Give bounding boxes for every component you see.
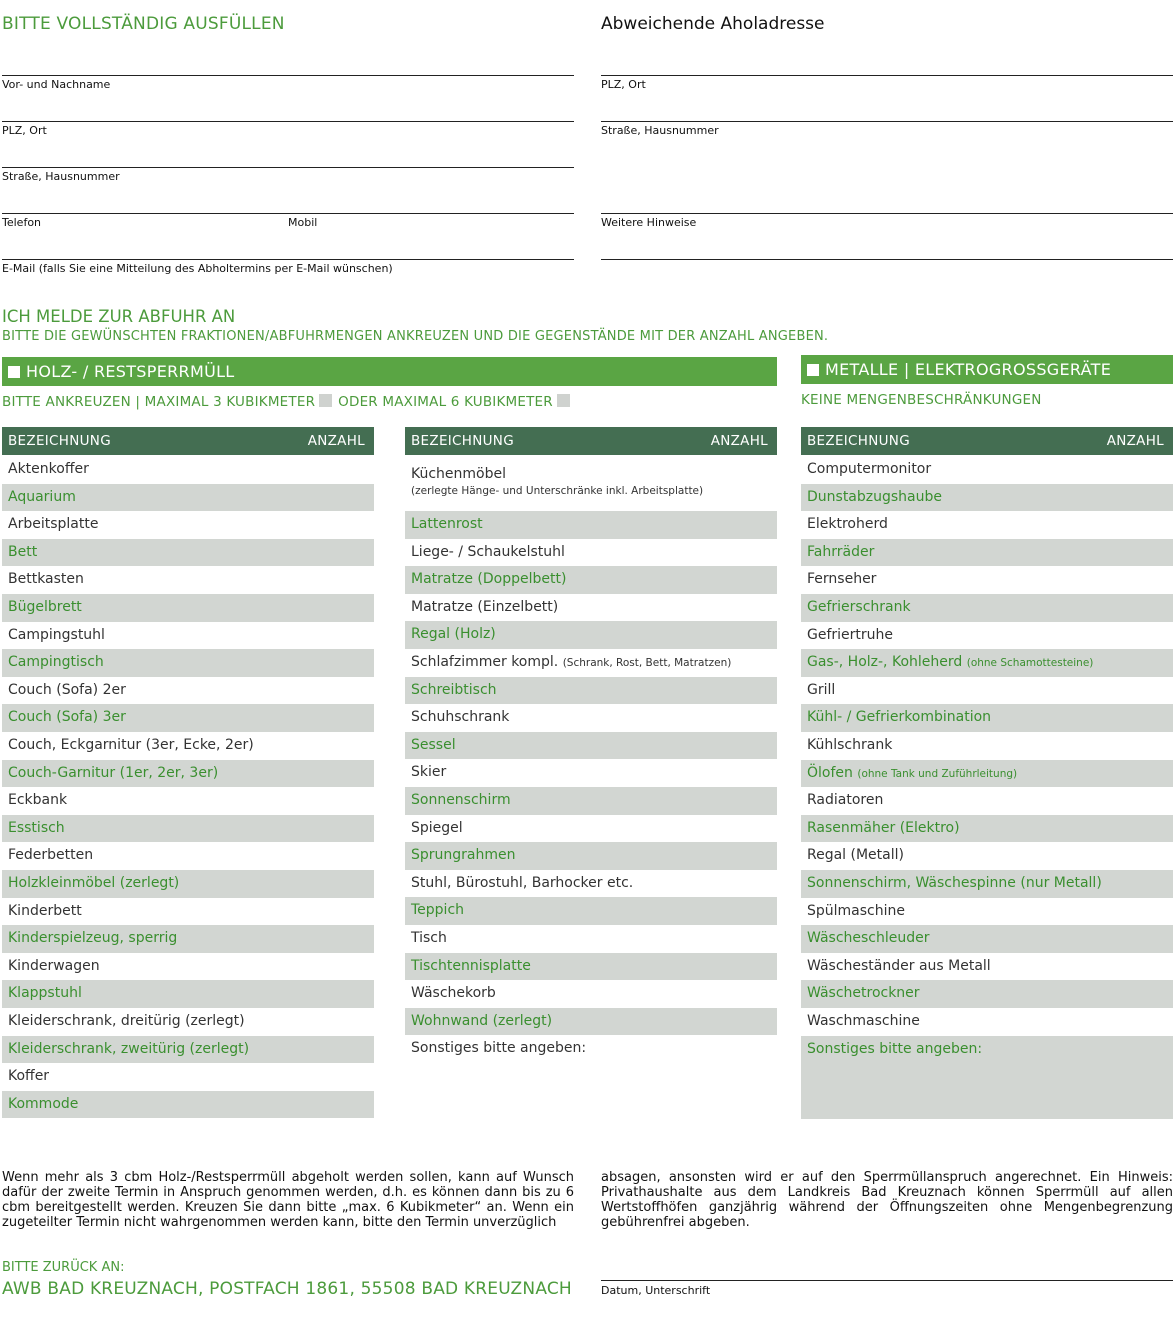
item-label: Spülmaschine bbox=[807, 902, 905, 919]
item-label: Tischtennisplatte bbox=[411, 957, 531, 974]
list-item[interactable] bbox=[801, 1008, 1173, 1036]
item-label: Gas-, Holz-, Kohleherd bbox=[807, 654, 963, 671]
notes-input[interactable] bbox=[601, 213, 1173, 214]
list-item[interactable] bbox=[405, 511, 777, 539]
item-label: Tisch bbox=[411, 930, 447, 946]
item-label: Grill bbox=[807, 681, 836, 698]
item-label: Sonstiges bitte angeben: bbox=[807, 1040, 983, 1057]
item-label: Rasenmäher (Elektro) bbox=[807, 819, 960, 836]
item-label: Couch-Garnitur (1er, 2er, 3er) bbox=[8, 764, 219, 781]
item-label: Eckbank bbox=[8, 792, 68, 809]
col2-header bbox=[405, 427, 777, 455]
list-item[interactable] bbox=[2, 511, 374, 539]
list-item[interactable] bbox=[801, 898, 1173, 926]
item-label: Waschmaschine bbox=[807, 1013, 920, 1029]
phone-label: Telefon bbox=[2, 216, 42, 229]
holz-note-3cbm: BITTE ANKREUZEN | MAXIMAL 3 KUBIKMETER bbox=[2, 394, 316, 410]
item-label: Radiatoren bbox=[807, 792, 884, 809]
email-input[interactable] bbox=[2, 259, 574, 260]
item-label: Sonnenschirm, Wäschespinne (nur Metall) bbox=[807, 875, 1102, 891]
col1-header bbox=[2, 427, 374, 455]
street-input[interactable] bbox=[2, 167, 574, 168]
list-item[interactable] bbox=[2, 760, 374, 788]
item-label: Federbetten bbox=[8, 847, 94, 864]
item-label: Lattenrost bbox=[411, 516, 483, 532]
list-item[interactable] bbox=[405, 456, 777, 510]
item-label: Wäscheschleuder bbox=[807, 930, 930, 947]
list-item[interactable] bbox=[2, 1036, 374, 1064]
item-note: (Schrank, Rost, Bett, Matratzen) bbox=[562, 657, 732, 669]
list-item[interactable] bbox=[801, 594, 1173, 622]
list-item[interactable] bbox=[801, 484, 1173, 512]
item-label: Koffer bbox=[8, 1068, 50, 1085]
col1-header-count: ANZAHL bbox=[307, 433, 365, 449]
list-item[interactable] bbox=[801, 704, 1173, 732]
item-label: Wäschetrockner bbox=[807, 985, 920, 1002]
item-note: (zerlegte Hänge- und Unterschränke inkl. Arbeitsplatte) bbox=[411, 485, 704, 497]
list-item[interactable] bbox=[405, 1008, 777, 1036]
item-label: Holzkleinmöbel (zerlegt) bbox=[8, 875, 180, 891]
list-item[interactable] bbox=[801, 760, 1173, 788]
list-item[interactable] bbox=[2, 898, 374, 926]
list-item[interactable] bbox=[801, 456, 1173, 484]
list-item[interactable] bbox=[405, 566, 777, 594]
item-label: Skier bbox=[411, 764, 447, 781]
item-label: Klappstuhl bbox=[8, 985, 82, 1002]
holz-bar-label: HOLZ- / RESTSPERRMÜLL bbox=[26, 362, 235, 381]
list-item[interactable] bbox=[405, 621, 777, 649]
signature-input[interactable] bbox=[601, 1280, 1173, 1281]
list-item[interactable] bbox=[2, 925, 374, 953]
metal-checkbox[interactable] bbox=[807, 364, 819, 376]
return-address: AWB BAD KREUZNACH, POSTFACH 1861, 55508 BAD KREUZNACH bbox=[2, 1279, 572, 1299]
item-label: Aktenkoffer bbox=[8, 461, 89, 477]
list-item[interactable] bbox=[801, 649, 1173, 677]
list-item[interactable] bbox=[2, 1063, 374, 1091]
list-item[interactable] bbox=[2, 1008, 374, 1036]
list-item[interactable] bbox=[405, 787, 777, 815]
info-text-right: absagen, ansonsten wird er auf den Sperrmüllanspruch angerechnet. Ein Hinweis: Privathaushalte aus dem Landkreis Bad Kreuznach können Sperrmüll auf allen Wertstoffhöfen ganzjährig während der Öffnungszeiten ohne Mengenbegrenzung gebührenfrei abgeben. bbox=[601, 1170, 1173, 1230]
list-item[interactable] bbox=[2, 704, 374, 732]
item-label: Gefriertruhe bbox=[807, 626, 894, 643]
col2-header-count: ANZAHL bbox=[710, 433, 768, 449]
item-label: Bettkasten bbox=[8, 571, 84, 588]
list-item[interactable] bbox=[405, 897, 777, 925]
item-note: (ohne Tank und Zuführleitung) bbox=[857, 767, 1018, 780]
return-label: BITTE ZURÜCK AN: bbox=[2, 1260, 125, 1275]
item-label: Kommode bbox=[8, 1095, 79, 1112]
item-label: Sessel bbox=[411, 736, 456, 753]
holz-note bbox=[2, 394, 576, 410]
item-label: Sonnenschirm bbox=[411, 792, 511, 808]
item-label: Schuhschrank bbox=[411, 709, 510, 726]
list-item[interactable] bbox=[405, 925, 777, 953]
list-item[interactable] bbox=[2, 787, 374, 815]
alt-street-input[interactable] bbox=[601, 121, 1173, 122]
plz-ort-input[interactable] bbox=[2, 121, 574, 122]
list-item[interactable] bbox=[2, 594, 374, 622]
item-label: Kühl- / Gefrierkombination bbox=[807, 709, 992, 726]
name-label: Vor- und Nachname bbox=[2, 78, 111, 91]
list-item[interactable] bbox=[405, 1035, 777, 1063]
item-label: Wäschekorb bbox=[411, 985, 496, 1002]
plz-ort-label: PLZ, Ort bbox=[2, 124, 47, 137]
list-item[interactable] bbox=[801, 1036, 1173, 1119]
signature-label: Datum, Unterschrift bbox=[601, 1284, 711, 1297]
list-item[interactable] bbox=[801, 566, 1173, 594]
notes-input-line2[interactable] bbox=[601, 259, 1173, 260]
item-label: Spiegel bbox=[411, 819, 463, 836]
item-label: Wäscheständer aus Metall bbox=[807, 957, 991, 974]
col3-header-count: ANZAHL bbox=[1106, 433, 1164, 449]
item-label: Arbeitsplatte bbox=[8, 516, 99, 533]
checkbox-3cbm[interactable] bbox=[319, 394, 332, 407]
list-item[interactable] bbox=[405, 649, 777, 677]
list-item[interactable] bbox=[801, 870, 1173, 898]
list-item[interactable] bbox=[2, 622, 374, 650]
item-label: Fernseher bbox=[807, 571, 877, 588]
item-label: Couch (Sofa) 2er bbox=[8, 681, 126, 698]
list-item[interactable] bbox=[2, 456, 374, 484]
item-label: Bügelbrett bbox=[8, 599, 82, 615]
col3-header-name: BEZEICHNUNG bbox=[807, 433, 910, 449]
col2-header-name: BEZEICHNUNG bbox=[411, 433, 514, 449]
list-item[interactable] bbox=[2, 815, 374, 843]
name-input[interactable] bbox=[2, 75, 574, 76]
item-label: Campingstuhl bbox=[8, 626, 105, 643]
item-label: Couch (Sofa) 3er bbox=[8, 709, 126, 726]
item-label: Kinderspielzeug, sperrig bbox=[8, 930, 178, 947]
list-item[interactable] bbox=[405, 953, 777, 981]
item-label: Dunstabzugshaube bbox=[807, 488, 943, 505]
list-item[interactable] bbox=[2, 1091, 374, 1119]
list-item[interactable] bbox=[405, 815, 777, 843]
item-label: Esstisch bbox=[8, 819, 65, 836]
item-label: Regal (Metall) bbox=[807, 847, 904, 864]
list-item[interactable] bbox=[2, 484, 374, 512]
notes-label: Weitere Hinweise bbox=[601, 216, 697, 229]
item-label: Couch, Eckgarnitur (3er, Ecke, 2er) bbox=[8, 737, 254, 753]
item-label: Matratze (Einzelbett) bbox=[411, 598, 559, 615]
metal-section-bar bbox=[801, 355, 1173, 384]
list-item[interactable] bbox=[405, 732, 777, 760]
street-label: Straße, Hausnummer bbox=[2, 170, 120, 183]
section-subtitle: BITTE DIE GEWÜNSCHTEN FRAKTIONEN/ABFUHRMENGEN ANKREUZEN UND DIE GEGENSTÄNDE MIT DER ANZAHL ANGEBEN. bbox=[2, 329, 829, 344]
list-item[interactable] bbox=[405, 677, 777, 705]
section-title: ICH MELDE ZUR ABFUHR AN bbox=[2, 307, 236, 326]
item-label: Fahrräder bbox=[807, 543, 875, 560]
item-label: Sonstiges bitte angeben: bbox=[411, 1040, 587, 1057]
item-label: Bett bbox=[8, 543, 38, 560]
item-label: Kinderbett bbox=[8, 902, 82, 919]
alt-plz-ort-label: PLZ, Ort bbox=[601, 78, 646, 91]
list-item[interactable] bbox=[2, 980, 374, 1008]
list-item[interactable] bbox=[801, 622, 1173, 650]
item-label: Gefrierschrank bbox=[807, 599, 911, 615]
item-label: Regal (Holz) bbox=[411, 626, 496, 643]
list-item[interactable] bbox=[2, 953, 374, 981]
item-label: Stuhl, Bürostuhl, Barhocker etc. bbox=[411, 874, 634, 891]
list-item[interactable] bbox=[801, 980, 1173, 1008]
item-note: (ohne Schamottesteine) bbox=[966, 657, 1094, 670]
item-label: Sprungrahmen bbox=[411, 847, 516, 864]
item-label: Aquarium bbox=[8, 488, 76, 505]
list-item[interactable] bbox=[801, 732, 1173, 760]
item-label: Teppich bbox=[411, 902, 465, 919]
list-item[interactable] bbox=[801, 842, 1173, 870]
item-label: Liege- / Schaukelstuhl bbox=[411, 543, 565, 560]
form-header: BITTE VOLLSTÄNDIG AUSFÜLLEN bbox=[2, 14, 285, 34]
item-label: Campingtisch bbox=[8, 654, 104, 671]
list-item[interactable] bbox=[2, 842, 374, 870]
item-label: Wohnwand (zerlegt) bbox=[411, 1012, 553, 1029]
item-label: Kleiderschrank, dreitürig (zerlegt) bbox=[8, 1013, 245, 1029]
list-item[interactable] bbox=[405, 539, 777, 567]
checkbox-6cbm[interactable] bbox=[557, 394, 570, 407]
item-label: Küchenmöbel bbox=[411, 466, 507, 482]
list-item[interactable] bbox=[405, 980, 777, 1008]
list-item[interactable] bbox=[405, 594, 777, 622]
holz-checkbox[interactable] bbox=[8, 366, 20, 378]
item-label: Schreibtisch bbox=[411, 681, 497, 698]
alt-street-label: Straße, Hausnummer bbox=[601, 124, 719, 137]
holz-section-bar bbox=[2, 357, 777, 386]
alt-address-header: Abweichende Aholadresse bbox=[601, 14, 825, 34]
list-item[interactable] bbox=[405, 759, 777, 787]
list-item[interactable] bbox=[801, 787, 1173, 815]
item-label: Ölofen bbox=[807, 764, 853, 781]
phone-input[interactable] bbox=[2, 213, 574, 214]
list-item[interactable] bbox=[801, 953, 1173, 981]
item-label: Schlafzimmer kompl. bbox=[411, 654, 559, 670]
list-item[interactable] bbox=[2, 870, 374, 898]
email-label: E-Mail (falls Sie eine Mitteilung des Abholtermins per E-Mail wünschen) bbox=[2, 262, 393, 275]
list-item[interactable] bbox=[801, 511, 1173, 539]
col1-header-name: BEZEICHNUNG bbox=[8, 433, 111, 449]
list-item[interactable] bbox=[405, 704, 777, 732]
info-text-left: Wenn mehr als 3 cbm Holz-/Restsperrmüll abgeholt werden sollen, kann auf Wunsch dafür der zweite Termin in Anspruch genommen werden, d.h. es können dann bis zu 6 cbm bereitgestellt werden. Kreuzen Sie dann bitte „max. 6 Kubikmeter“ an. Wenn ein zugeteilter Termin nicht wahrgenommen werden kann, bitte den Termin unverzüglich bbox=[2, 1170, 574, 1230]
mobile-label: Mobil bbox=[288, 216, 318, 229]
item-label: Elektroherd bbox=[807, 516, 888, 533]
list-item[interactable] bbox=[2, 649, 374, 677]
item-label: Matratze (Doppelbett) bbox=[411, 571, 567, 588]
holz-note-6cbm: ODER MAXIMAL 6 KUBIKMETER bbox=[338, 394, 553, 410]
col3-header bbox=[801, 427, 1173, 455]
list-item[interactable] bbox=[801, 925, 1173, 953]
list-item[interactable] bbox=[2, 732, 374, 760]
metal-note: KEINE MENGENBESCHRÄNKUNGEN bbox=[801, 392, 1042, 408]
list-item[interactable] bbox=[405, 870, 777, 898]
item-label: Kühlschrank bbox=[807, 737, 893, 753]
item-label: Kleiderschrank, zweitürig (zerlegt) bbox=[8, 1040, 250, 1057]
list-item[interactable] bbox=[2, 566, 374, 594]
list-item[interactable] bbox=[801, 677, 1173, 705]
list-item[interactable] bbox=[2, 677, 374, 705]
item-label: Kinderwagen bbox=[8, 957, 100, 974]
list-item[interactable] bbox=[801, 539, 1173, 567]
list-item[interactable] bbox=[405, 842, 777, 870]
list-item[interactable] bbox=[2, 539, 374, 567]
item-label: Computermonitor bbox=[807, 461, 932, 477]
list-item[interactable] bbox=[801, 815, 1173, 843]
alt-plz-ort-input[interactable] bbox=[601, 75, 1173, 76]
metal-bar-label: METALLE | ELEKTROGROSSGERÄTE bbox=[825, 360, 1112, 379]
